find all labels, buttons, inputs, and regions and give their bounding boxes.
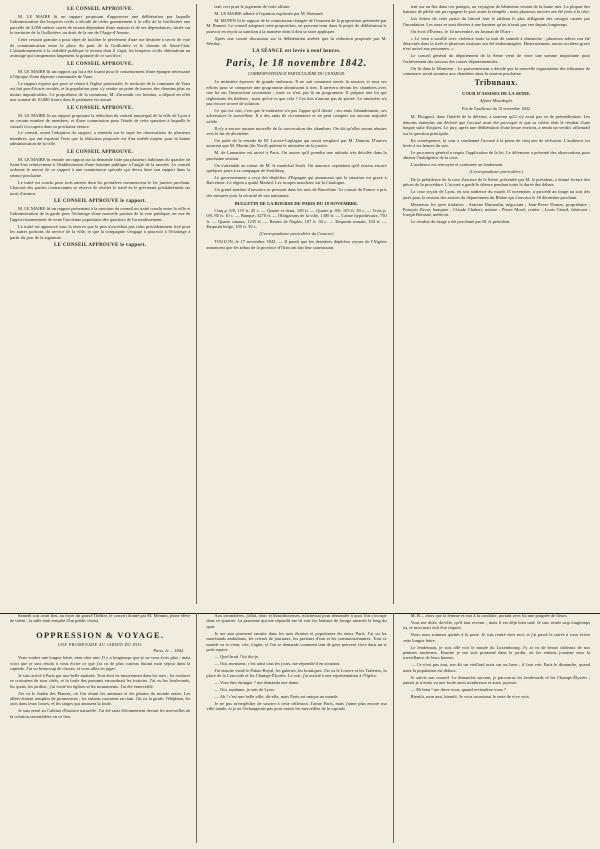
paragraph: Je suivis son conseil. Le dimanche suivant, je parcourus les boulevards et les Champs-Élysées ; jamais je n'avais vu une foule aussi nombreuse et aussi joyeuse.	[402, 674, 590, 685]
paragraph: Le conseil, avant l'adoption du rapport, a entendu sur le sujet les observations de plusieurs membres, qui ont exprimé l'avis que la réduction proposée est d'un intérêt majeur pour la bonne administration de la ville.	[10, 130, 191, 147]
column-2	[206, 4, 393, 604]
feuilleton-column-1	[10, 613, 197, 843]
paragraph: De la présidence de la cour d'assises de la Seine, présentée par M. le président, a donné lecture des pièces de la procédure. L'accusé a gardé le silence pendant toute la durée des débats.	[402, 177, 590, 188]
dialogue-line: — Oui, monsieur, c'est ainsi tous les jours, me répondit-il en souriant.	[214, 660, 341, 666]
paragraph: Le traité est approuvé sous la réserve que le prix n'excédera pas celui précédemment fixé pour les autres portions du service de la ville, et que la compagnie s'engage à pourvoir à l'éclairage à partir du jour de la signature.	[10, 223, 191, 240]
paragraph: M. LE MAIRE lit un rapport proposant la réduction du conseil municipal de la ville de Lyon à un certain nombre de membres, et d'une commission pour l'étude de cette question à laquelle le conseil s'occupera dans sa prochaine séance.	[10, 112, 191, 129]
dateline-subtitle: CORRESPONDANCE PARTICULIÈRE DU CENSEUR.	[248, 71, 345, 77]
paragraph: J'ai vu le Jardin des Plantes, où l'on réunit les animaux et les plantes du monde entier. Les allées étaient remplies de promeneurs ; les enfants couraient en riant. J'ai vu la girafe, l'éléphant, les ours dans leurs fosses, et les singes qui amusent la foule.	[10, 690, 191, 707]
column-1	[10, 4, 197, 604]
paragraph: Messieurs les jurés titulaires : Antoine Dumoulin, négociant ; Jean-Pierre Dumas, propriétaire ; François Favre, banquier ; Claude Chabert, notaire ; Pierre Morel, rentier ; Louis Girard, fabricant ; Joseph Bernard, médecin.	[402, 201, 590, 218]
court-heading: COUR D'ASSISES DE LA SEINE.	[462, 91, 531, 97]
paragraph: Les lettres de cette partie du littoral font le tableau le plus affligeant des ravages causés par l'inondation. Les eaux se sont élevées à une hauteur qu'on n'avait pas vue depuis longtemps.	[402, 16, 590, 27]
paragraph: trait ceci pour le jugement de cette affaire.	[214, 4, 291, 9]
paragraph: M. LE MAIRE lit un rapport présentant à la sanction du conseil un traité conclu entre la ville et l'administration de la garde pour l'éclairage d'une nouvelle portion de la voie publique, en vue de l'approvisionnement de toute l'ancienne population des quartiers de l'arrondissement.	[10, 205, 191, 222]
bourse-heading: BULLETIN DE LA BOURSE DE PARIS DU 18 NOVEMBRE.	[234, 200, 359, 206]
paragraph: Aux lavandières, j'allai, donc et blanchisseuses, m'adressai pour demander à quoi l'on s'occupe dans ce quartier. La personne qui me répondit me fit voir les bateaux de lavage amarrés le long du quai.	[206, 613, 387, 629]
paragraph: Je suis entré au Cabinet d'histoire naturelle. J'ai été saisi d'étonnement devant les merveilles de la création rassemblées en ce lieu.	[10, 708, 191, 719]
hearing-date: Fin de l'audience du 15 novembre 1842.	[461, 106, 531, 112]
section-heading: LE CONSEIL APPROUVE.	[67, 61, 134, 67]
feuilleton-column-3	[403, 613, 590, 843]
paragraph: Le ministère éprouve de grands embarras. Il ne sait comment ouvrir la session, et tous ses efforts pour se composer une programme aboutissent à rien. Il arrivera devant les chambres avec une loi sur l'instruction secondaire ; mais ce n'est pas là un programme. Il prépare une loi qui règlemente les théâtres ; mais qu'est-ce que cela ? Ces lois n'auront pas de portée. Le ministère n'a pas encore trouvé de solution.	[206, 79, 387, 106]
paragraph: Cette cession gratuite a pour objet de faciliter le percement d'une rue destinée à servir de voie de communication entre la place du pont de la Guillotière et le chemin de Saint-Clair. L'abandonnement à la viabilité publique le terrain dont il s'agit, les hospices civils obtiendront un avantage qui compensera largement la gratuité de ce sacrifice.	[10, 37, 191, 59]
paragraph: M. LE MAIRE lit un rapport qui lui a été fourni pour le consentement d'une épargne nécessaire à l'époque d'une dépense communale de Vaux.	[10, 68, 191, 80]
paragraph: Samedi soir avait lieu, au foyer du grand-Théâtre, le concert donné par M. Mennin, jeune élève de talent ; la salle était remplie d'un public choisi.	[10, 613, 191, 624]
feuilleton-column-2	[206, 613, 393, 843]
session-closed-notice: LA SÉANCE est levée à neuf heures.	[252, 49, 341, 55]
paragraph: M. B..., alors que la femme et moi à la conduite, portant avec lui une poignée de fleurs.	[410, 613, 568, 618]
paragraph: On parle de la retraite de M. Lacave-Laplagne qui serait remplacé par M. Dumon. D'autres assurent que M. Martin (du Nord) quittera le ministère de la justice.	[206, 137, 387, 149]
correspondence-note: (Correspondance particulière.)	[469, 169, 524, 175]
paragraph: M. LE MAIRE lit un rapport proposant d'approuver une délibération par laquelle l'administration des hospices civils a décidé de céder gratuitement à la ville de la Guillotière une parcelle de 3,000 mètres carrés de terrain dépendant d'une maison et de ses dépendances, située sur le territoire de la Guillotière, au droit de la rue de l'Ange-d'Amour.	[10, 14, 191, 36]
paragraph: Le résultat du tirage a été proclamé par M. le président.	[410, 219, 511, 225]
paragraph: Nous nous sommes quittés à la porte. Je suis rentré chez moi, et j'ai passé la soirée à vous écrire cette longue lettre.	[402, 632, 590, 643]
section-heading: LE CONSEIL APPROUVE.	[67, 105, 134, 111]
feuilleton-section	[10, 613, 590, 843]
dateline: Paris, le 18 novembre 1842.	[225, 58, 368, 70]
paragraph: Le procureur général a requis l'application de la loi. Le défenseur a présenté des observations pour obtenir l'indulgence de la cour.	[402, 149, 590, 161]
paragraph: Le conseil général du département de la Seine vient de voter une somme importante pour l'achèvement des travaux des routes départementales.	[402, 53, 590, 64]
dialogue-line: — Ce n'est pas tout, me dit un vieillard assis sur un banc ; il faut voir Paris le dimanche, quand toute la population est dehors.	[402, 662, 590, 673]
tribunaux-heading: Tribunaux.	[474, 78, 518, 88]
paragraph: On s'attendait au retour de M. le maréchal Soult. On annonce cependant qu'il restera encore quelques jours à sa campagne de Soultberg.	[206, 162, 387, 173]
paragraph: On lit dans le Moniteur : Le gouvernement a décidé que la nouvelle organisation des tribunaux de commerce serait soumise aux chambres dans la session prochaine.	[402, 65, 590, 76]
paragraph: TOULON, le 17 novembre 1842. — Il paraît que les dernières dépêches reçues de l'Algérie annoncent que les tribus de la province d'Oran ont fait leur soumission.	[206, 239, 387, 250]
section-heading: LE CONSEIL APPROUVE le rapport.	[54, 242, 147, 248]
section-heading: LE CONSEIL APPROUVE le rapport.	[54, 198, 147, 204]
paragraph: M. LE MAIRE lit ensuite un rapport sur la demande faite par plusieurs habitants du quartier de Saint-Just relativement à l'établissement d'une fontaine publique à l'angle de la montée. Le conseil ordonne le renvoi de ce rapport à une commission spéciale qui devra faire son rapport dans la séance prochaine.	[10, 156, 191, 178]
paragraph: Le lendemain, je suis allé voir le musée du Luxembourg. J'y ai vu de beaux tableaux de nos peintres modernes. Ensuite je me suis promené dans le jardin, où les enfants jouaient sous la surveillance de leurs bonnes.	[402, 644, 590, 661]
case-title: Affaire Mourdoglu.	[479, 98, 513, 104]
feuilleton-title: OPPRESSION & VOYAGE.	[36, 629, 165, 640]
paragraph: M. Plougoul, dans l'intérêt de la défense, a soutenu qu'il n'y avait pas eu de préméditation. Les témoins entendus ont déclaré que l'accusé avait été provoqué et que sa colère était le résultat d'une longue suite d'injures. Le jury, après une délibération d'une heure environ, a rendu un verdict affirmatif sur la question principale.	[402, 114, 590, 136]
paragraph: Ce qui est vrai, c'est que le ministère n'a pas l'appui qu'il désire ; ses amis l'abandonnent, ses adversaires le surveillent. Il a des amis de circonstance et ne peut compter sur aucune majorité solide.	[206, 107, 387, 124]
paragraph: Le traité est conclu pour trois années dont les premières commencent le 1er janvier prochain. Chacune des parties contractantes se réserve de résilier le traité en le prévenant préalablement six mois d'avance.	[10, 179, 191, 196]
paragraph: La cour royale de Lyon, en son audience du mardi 15 novembre, a procédé au tirage au sort des jurés pour la session des assises du département du Rhône qui s'ouvrira le 18 décembre prochain.	[402, 189, 590, 200]
paragraph: « Le vent a soufflé avec violence toute la nuit de samedi à dimanche ; plusieurs arbres ont été déracinés dans la forêt et plusieurs maisons ont été endommagées. Heureusement, aucun accident grave n'est arrivé aux personnes. »	[402, 35, 590, 52]
paragraph: Après une courte discussion sur la délibération arrêtée que la rédaction proposée par M. Sérulaz.	[206, 35, 387, 46]
dialogue-line: — Oui, madame, je suis de Lyon.	[214, 686, 275, 692]
paragraph: L'audience est renvoyée et continuée au lendemain.	[410, 162, 504, 168]
dialogue-line: — Eh bien ! me direz-vous, quand reviendrez-vous ?	[410, 686, 506, 692]
paragraph: Je me suis promené ensuite dans les rues étroites et populeuses du vieux Paris. J'ai vu les marchands ambulants, les crieurs de journaux, les porteurs d'eau et les commissionnaires. Tout ce monde va et vient, crie, s'agite, et l'on se demande comment tant de gens peuvent vivre dans un si petit espace.	[206, 630, 387, 652]
column-3	[403, 4, 590, 604]
bourse-quotes: Cinq p. 0/0, 119 fr. 45 c. — Quatre et demi, 108 fr. — Quatre p. 0/0, 103 fr. 50 c. — Trois p. 0/0, 80 fr. 10 c. — Banque, 3270 fr. — Obligations de la ville, 1300 fr. — Caisse hypothécaire, 750 fr. — Quatre canaux, 1235 fr. — Rentes de Naples, 107 fr. 30 c. — Emprunt romain, 104 fr. — Emprunt belge, 105 fr. 50 c.	[206, 207, 387, 230]
paragraph: Vous me dites, dit-elle, qu'il faut revenir ; mais il est déjà bien tard. Je suis restée trop longtemps ici, et mon mari doit être inquiet.	[402, 619, 590, 631]
paragraph: M. MONIN lit le rapport de la commission chargée de l'examen de la proposition présentée par M. Bonnet. Le conseil adoptant cette proposition, en pouvant tenir dans le projet de délibération le pouvoir en reçoit sa sanction à la manière dont il doit se faire appliquer.	[206, 17, 387, 34]
feuilleton-subtitle: UNE PROMENADE AU JARDIN DU ROI.	[57, 641, 143, 647]
paragraph: Je ne pus m'empêcher de sourire à cette réflexion. J'aime Paris, mais j'aime plus encore ma ville natale, et je ne l'échangerais pas pour toutes les merveilles de la capitale.	[206, 700, 387, 712]
paragraph: Le gouvernement a reçu des dépêches d'Espagne qui annoncent que la situation est grave à Barcelone. Le régent a quitté Madrid. Les troupes marchent sur la Catalogne.	[206, 174, 387, 186]
dialogue-line: — Vous êtes étranger ? me demanda une dame.	[214, 679, 300, 685]
paragraph: En conséquence, la cour a condamné l'accusé à la peine de cinq ans de réclusion. L'audience est levée à six heures du soir.	[402, 137, 590, 148]
paragraph: M. de Lamartine est arrivé à Paris. On assure qu'il prendra une attitude très décidée dans la prochaine session.	[206, 150, 387, 161]
paragraph: Il n'y a encore aucune nouvelle de la convocation des chambres. On dit qu'elles seront réunies vers la fin de décembre.	[206, 125, 387, 136]
upper-section	[10, 4, 590, 604]
feuilleton-dateline: Paris, le ... 1842.	[153, 647, 185, 653]
correspondence-note: (Correspondance particulière du Censeur.)	[259, 231, 334, 237]
paragraph: Vous voulez une longue lettre, mon cher ami. Il y a longtemps que je ne vous écris plus ; mais voici que je suis résolu à vous écrire ce que j'ai vu de plus curieux durant mon séjour dans la capitale. J'ai vu beaucoup de choses, et vous allez en juger.	[10, 655, 191, 672]
section-heading: LE CONSEIL APPROUVE.	[67, 149, 134, 155]
paragraph: M. LE MAIRE adhère à l'opinion exprimée par M. Bonnard.	[214, 10, 324, 16]
paragraph: Un grand nombre d'ouvriers se pressent dans les rues de Barcelone. Le consul de France a pris des mesures pour la sécurité de nos nationaux.	[206, 187, 387, 198]
paragraph: Bientôt, mon ami, bientôt. Je vous raconterai le reste de vive voix.	[410, 693, 531, 699]
paragraph: On écrit d'Évreux, le 14 novembre, au Journal de l'Eure :	[410, 28, 513, 34]
section-heading: LE CONSEIL APPROUVE.	[67, 7, 134, 12]
paragraph: Je suis arrivé à Paris par une belle matinée. Tout était en mouvement dans les rues ; les voitures se croisaient de tous côtés, et la foule des passants encombrait les trottoirs. J'ai vu les boulevards, les quais, les jardins ; j'ai visité les églises et les monuments. J'ai été émerveillé.	[10, 672, 191, 689]
paragraph: J'ai ensuite visité le Palais-Royal, les galeries, les boutiques. J'ai vu le Louvre et les Tuileries, la place de la Concorde et les Champs-Élysées. Le soir, j'ai assisté à une représentation à l'Opéra.	[206, 667, 387, 679]
dialogue-line: — Quel bruit ! lui dis-je.	[214, 653, 260, 659]
dialogue-line: — Ah ! c'est une belle ville, dit-elle, mais Paris est unique au monde.	[214, 693, 339, 699]
paragraph: Le rapport expose que pour se réunir à l'église paroissiale, le territoire de la commune de Vaux est fait peu d'écarts reculés, et la population pour s'y rendre au point de travers des chemins plus ou moins impraticables. Ce propriétaire de la commune, M. d'arrondir ces besoins, a déposé en effet une somme de 10,000 francs dont le paiement est assuré.	[10, 81, 191, 103]
paragraph: tent sur un flot dans ces parages, un voyageur de bâtiments venant de la haute mer. La plupart des bateaux de pêche ont pu regagner le port avant la tempête ; mais plusieurs navires ont été jetés à la côte.	[402, 4, 590, 15]
